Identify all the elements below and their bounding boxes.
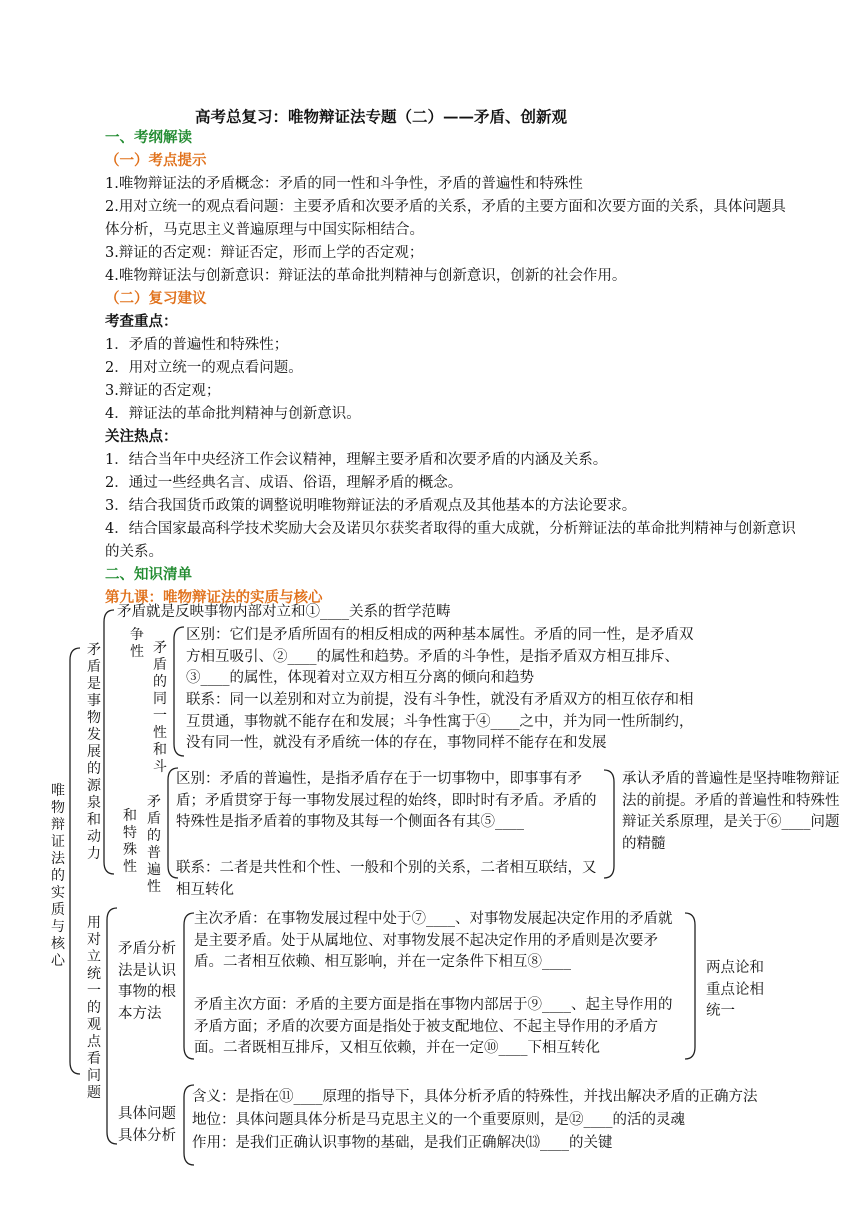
concrete-role: 作用：是我们正确认识事物的基础，是我们正确解决⒀____的关键 — [192, 1135, 613, 1151]
hot-item: 3．结合我国货币政策的调整说明唯物辩证法的矛盾观点及其他基本的方法论要求。 — [105, 498, 637, 514]
section-heading-2: 二、知识清单 — [105, 566, 192, 583]
identity-connection: 联系：同一以差别和对立为前提，没有斗争性，就没有矛盾双方的相互依存和相互贯通，事物就不能存在和发展；斗争性寓于④____之中，并为同一性所制约，没有同一性，就没有矛盾统一体的存在，事物同样不能存在和发展 — [186, 692, 694, 751]
node-analysis-method: 矛盾分析法是认识事物的根本方法 — [118, 941, 176, 1022]
point-line: 2.用对立统一的观点看问题：主要矛盾和次要矛盾的关系，矛盾的主要方面和次要方面的关系，具体问题具 — [105, 199, 786, 215]
universality-difference: 区别：矛盾的普遍性，是指矛盾存在于一切事物中，即事事有矛盾；矛盾贯穿于每一事物发展过程的始终，即时时有矛盾。矛盾的特殊性是指矛盾着的事物及其每一个侧面各有其⑤____ — [176, 771, 597, 830]
point-line: 4.唯物辩证法与创新意识：辩证法的革命批判精神与创新意识，创新的社会作用。 — [105, 268, 627, 284]
tree-branch-1: 矛盾是事物发展的源泉和动力 — [87, 642, 101, 862]
universality-conclusion: 承认矛盾的普遍性是坚持唯物辩证法的前提。矛盾的普遍性和特殊性辩证关系原理，是关于⑥____问题的精髓 — [622, 771, 840, 852]
focus-item: 3.辩证的否定观； — [105, 383, 221, 399]
principal-contradiction: 主次矛盾：在事物发展过程中处于⑦____、对事物发展起决定作用的矛盾就是主要矛盾。处于从属地位、对事物发展不起决定作用的矛盾则是次要矛盾。二者相互依赖、相互影响，并在一定条件下相互⑧____ — [194, 911, 673, 970]
tree-branch-2: 用对立统一的观点看问题 — [87, 915, 101, 1101]
node-identity-struggle: 矛盾的同一性和斗 — [153, 640, 167, 775]
concrete-status: 地位：具体问题具体分析是马克思主义的一个重要原则，是⑫____的活的灵魂 — [192, 1112, 685, 1128]
concrete-meaning: 含义：是指在⑪____原理的指导下，具体分析矛盾的特殊性，并找出解决矛盾的正确方法 — [192, 1089, 758, 1105]
two-points-doctrine: 两点论和重点论相统一 — [706, 960, 764, 1019]
hot-heading: 关注热点： — [105, 428, 178, 445]
section-heading-1: 一、考纲解读 — [105, 129, 192, 146]
tree-root: 唯物辩证法的实质与核心 — [51, 783, 65, 969]
lesson-heading: 第九课：唯物辩证法的实质与核心 — [105, 589, 323, 606]
point-line: 3.辩证的否定观：辩证否定，形而上学的否定观； — [105, 245, 424, 261]
hot-item: 2．通过一些经典名言、成语、俗语，理解矛盾的概念。 — [105, 475, 463, 491]
subsection-heading-1: （一）考点提示 — [105, 152, 207, 169]
universality-connection: 联系：二者是共性和个性、一般和个别的关系，二者相互联结，又相互转化 — [176, 860, 597, 898]
node-universality: 矛盾的普遍性 — [147, 794, 161, 895]
focus-item: 2．用对立统一的观点看问题。 — [105, 360, 303, 376]
principal-aspect: 矛盾主次方面：矛盾的主要方面是指在事物内部居于⑨____、起主导作用的矛盾方面；矛盾的次要方面是指处于被支配地位、不起主导作用的矛盾方面。二者既相互排斥，又相互依赖，并在一定⑩____下相互转化 — [194, 997, 673, 1056]
identity-difference: 区别：它们是矛盾所固有的相反相成的两种基本属性。矛盾的同一性，是矛盾双方相互吸引、②____的属性和趋势。矛盾的斗争性，是指矛盾双方相互排斥、③____的属性，体现着对立双方相互分离的倾向和趋势 — [186, 627, 694, 686]
node-concrete-analysis: 具体问题具体分析 — [118, 1106, 176, 1144]
focus-heading: 考查重点： — [105, 313, 178, 330]
subsection-heading-2: （二）复习建议 — [105, 290, 207, 307]
hot-item: 的关系。 — [105, 544, 163, 560]
node-particularity: 和特殊性 — [123, 808, 137, 875]
hot-item: 4．结合国家最高科学技术奖励大会及诺贝尔获奖者取得的重大成就，分析辩证法的革命批判精神与创新意识 — [105, 521, 796, 537]
point-line: 体分析，马克思主义普遍原理与中国实际相结合。 — [105, 222, 424, 238]
node-identity-struggle-b: 争性 — [130, 627, 144, 660]
point-line: 1.唯物辩证法的矛盾概念：矛盾的同一性和斗争性，矛盾的普遍性和特殊性 — [105, 176, 583, 192]
page-title: 高考总复习：唯物辩证法专题（二）——矛盾、创新观 — [195, 107, 568, 126]
hot-item: 1．结合当年中央经济工作会议精神，理解主要矛盾和次要矛盾的内涵及关系。 — [105, 452, 608, 468]
contradiction-definition: 矛盾就是反映事物内部对立和①____关系的哲学范畴 — [117, 604, 451, 620]
focus-item: 4．辩证法的革命批判精神与创新意识。 — [105, 406, 361, 422]
focus-item: 1．矛盾的普遍性和特殊性； — [105, 337, 289, 353]
